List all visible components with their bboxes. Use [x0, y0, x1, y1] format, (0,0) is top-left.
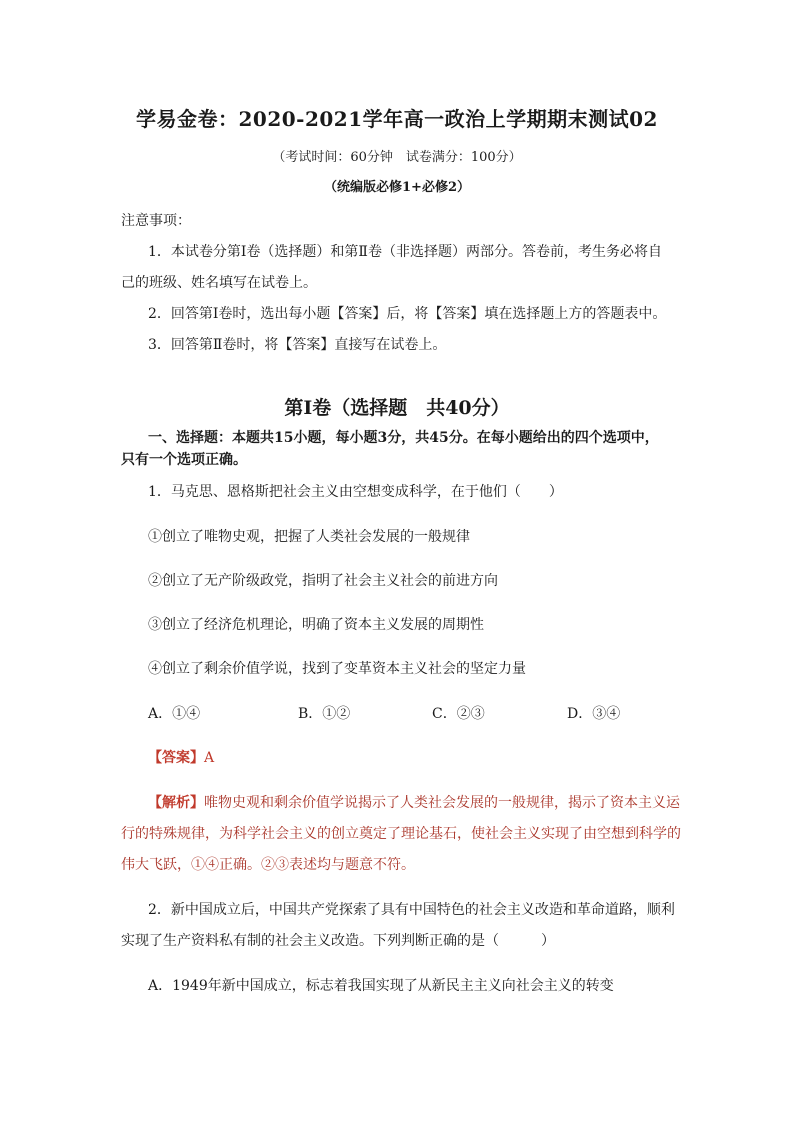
question-1-option-d: D．③④	[567, 706, 621, 722]
question-1-statement-4: ④创立了剩余价值学说，找到了变革资本主义社会的坚定力量	[148, 661, 526, 677]
page-title: 学易金卷：2020-2021学年高一政治上学期期末测试02	[136, 107, 658, 131]
section-instruction: 一、选择题：本题共15小题，每小题3分，共45分。在每小题给出的四个选项中，	[148, 430, 659, 446]
answer-value: A	[204, 750, 215, 766]
answer-tag: 【答案】	[148, 750, 204, 766]
note-item-3: 3．回答第Ⅱ卷时，将【答案】直接写在试卷上。	[148, 337, 447, 353]
question-2-option-a: A．1949年新中国成立，标志着我国实现了从新民主主义向社会主义的转变	[148, 978, 614, 994]
note-item-1-cont: 己的班级、姓名填写在试卷上。	[121, 275, 317, 291]
question-1-statement-1: ①创立了唯物史观，把握了人类社会发展的一般规律	[148, 529, 470, 545]
question-1-analysis-cont-2: 伟大飞跃，①④正确。②③表述均与题意不符。	[121, 857, 415, 873]
note-item-2: 2．回答第Ⅰ卷时，选出每小题【答案】后，将【答案】填在选择题上方的答题表中。	[148, 306, 667, 322]
analysis-text: 唯物史观和剩余价值学说揭示了人类社会发展的一般规律，揭示了资本主义运	[204, 795, 680, 811]
question-1-option-b: B．①②	[298, 706, 351, 722]
edition-info: （统编版必修1+必修2）	[324, 180, 470, 195]
question-1-statement-3: ③创立了经济危机理论，明确了资本主义发展的周期性	[148, 617, 484, 633]
question-1-analysis-cont-1: 行的特殊规律，为科学社会主义的创立奠定了理论基石，使社会主义实现了由空想到科学的	[121, 826, 681, 842]
notes-heading: 注意事项：	[121, 213, 191, 229]
analysis-tag: 【解析】	[148, 795, 204, 811]
question-1-stem: 1．马克思、恩格斯把社会主义由空想变成科学，在于他们（ ）	[148, 484, 563, 500]
exam-info: （考试时间：60分钟 试卷满分：100分）	[272, 150, 522, 165]
question-1-option-c: C．②③	[432, 706, 485, 722]
section-title: 第Ⅰ卷（选择题 共40分）	[284, 397, 510, 419]
question-2-stem: 2．新中国成立后，中国共产党探索了具有中国特色的社会主义改造和革命道路，顺利	[148, 902, 675, 918]
question-1-statement-2: ②创立了无产阶级政党，指明了社会主义社会的前进方向	[148, 573, 498, 589]
question-1-option-a: A．①④	[148, 706, 201, 722]
section-instruction-cont: 只有一个选项正确。	[121, 452, 247, 468]
question-1-answer	[148, 747, 708, 767]
question-1-analysis	[148, 792, 708, 812]
question-2-stem-cont: 实现了生产资料私有制的社会主义改造。下列判断正确的是（ ）	[121, 933, 555, 949]
note-item-1: 1．本试卷分第Ⅰ卷（选择题）和第Ⅱ卷（非选择题）两部分。答卷前，考生务必将自	[148, 244, 662, 260]
